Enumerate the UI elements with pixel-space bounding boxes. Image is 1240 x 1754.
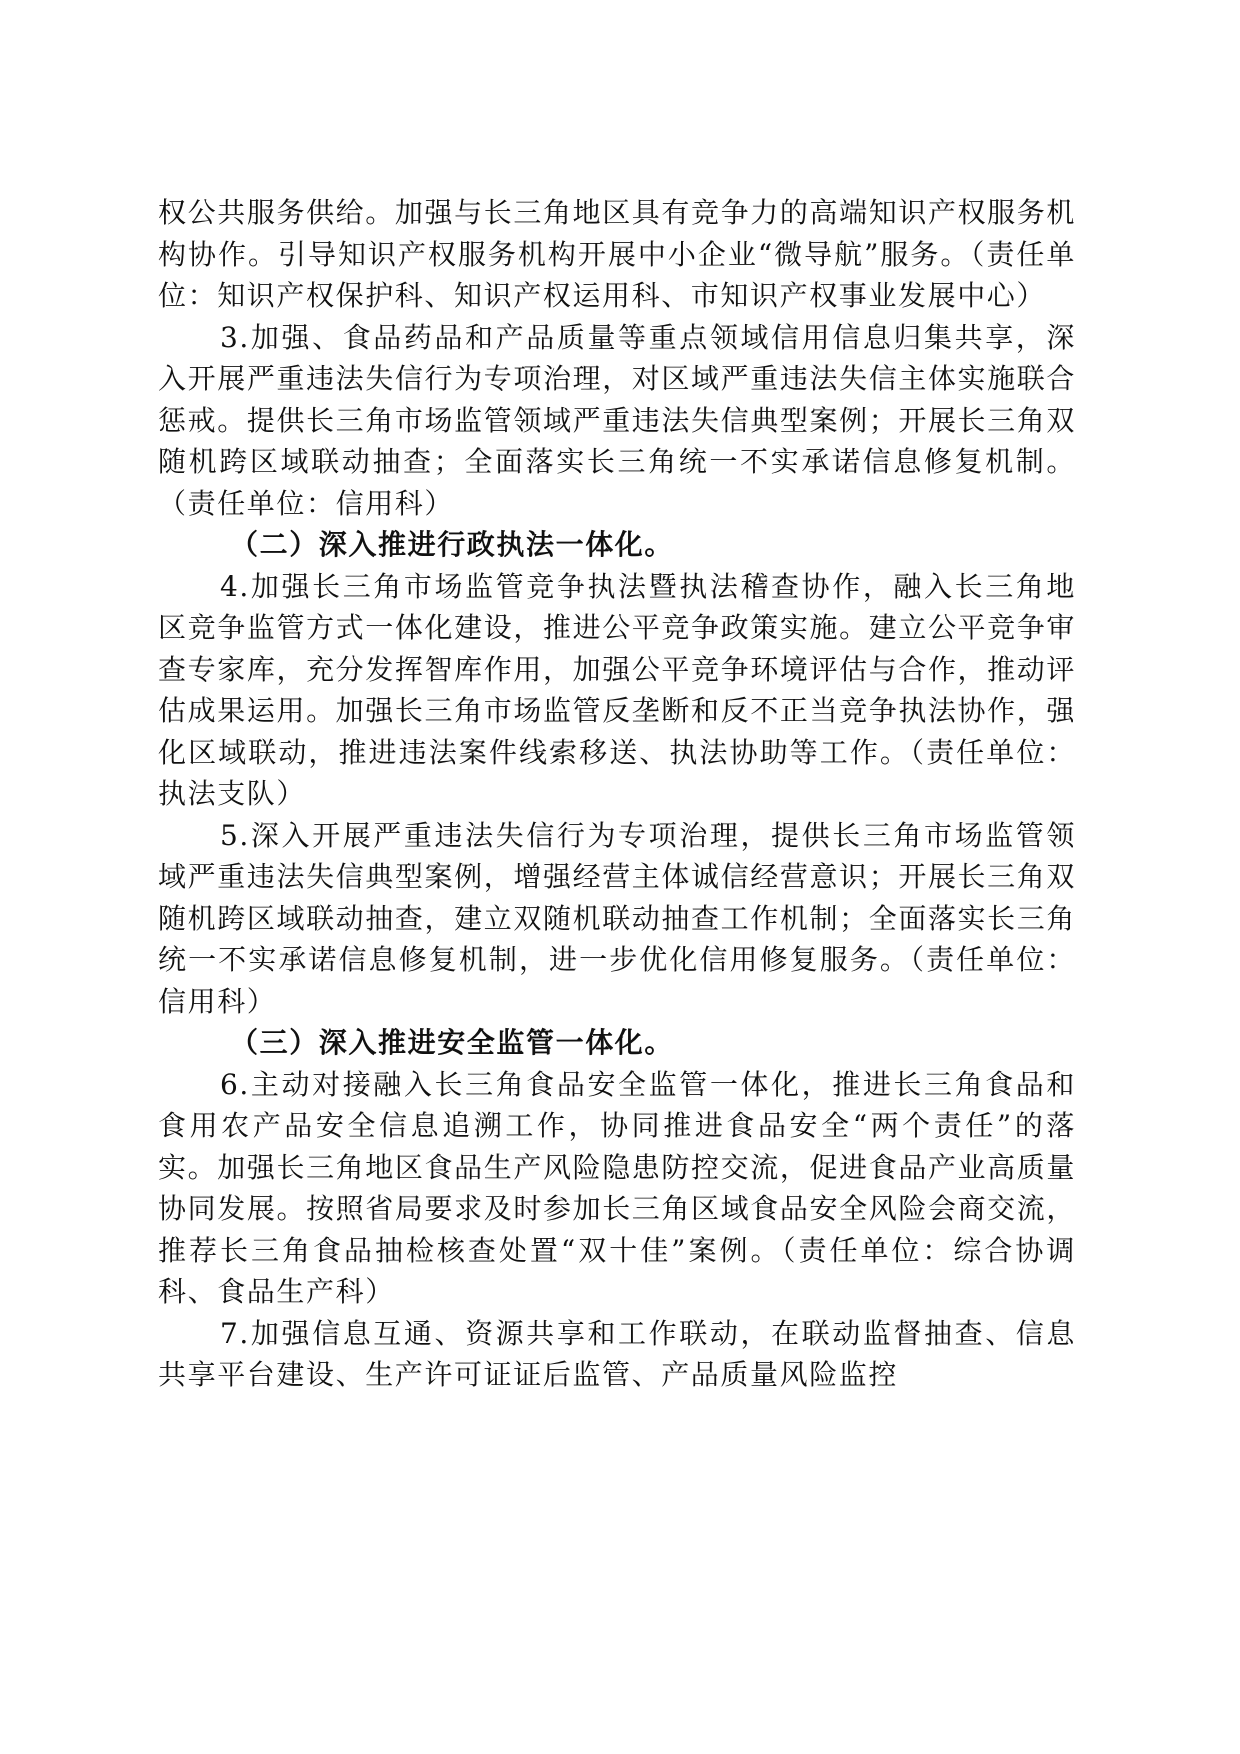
section-heading-2: （二）深入推进行政执法一体化。	[230, 528, 675, 561]
paragraph-item-5: 5.深入开展严重违法失信行为专项治理，提供长三角市场监管领域严重违法失信典型案例，增强经营主体诚信经营意识；开展长三角双随机跨区域联动抽查，建立双随机联动抽查工作机制；全面落实长三角统一不实承诺信息修复机制，进一步优化信用修复服务。（责任单位：信用科）	[158, 818, 1076, 1018]
document-page	[158, 192, 1076, 1396]
paragraph-1: 权公共服务供给。加强与长三角地区具有竞争力的高端知识产权服务机构协作。引导知识产权服务机构开展中小企业“微导航”服务。（责任单位：知识产权保护科、知识产权运用科、市知识产权事业发展中心）	[158, 196, 1076, 312]
paragraph-item-3: 3.加强、食品药品和产品质量等重点领域信用信息归集共享，深入开展严重违法失信行为专项治理，对区域严重违法失信主体实施联合惩戒。提供长三角市场监管领域严重违法失信典型案例；开展长三角双随机跨区域联动抽查；全面落实长三角统一不实承诺信息修复机制。（责任单位：信用科）	[158, 320, 1076, 520]
paragraph-item-4: 4.加强长三角市场监管竞争执法暨执法稽查协作，融入长三角地区竞争监管方式一体化建设，推进公平竞争政策实施。建立公平竞争审查专家库，充分发挥智库作用，加强公平竞争环境评估与合作，推动评估成果运用。加强长三角市场监管反垄断和反不正当竞争执法协作，强化区域联动，推进违法案件线索移送、执法协助等工作。（责任单位：执法支队）	[158, 569, 1076, 810]
paragraph-item-6: 6.主动对接融入长三角食品安全监管一体化，推进长三角食品和食用农产品安全信息追溯工作，协同推进食品安全“两个责任”的落实。加强长三角地区食品生产风险隐患防控交流，促进食品产业高质量协同发展。按照省局要求及时参加长三角区域食品安全风险会商交流，推荐长三角食品抽检核查处置“双十佳”案例。（责任单位：综合协调科、食品生产科）	[158, 1067, 1076, 1308]
paragraph-item-7: 7.加强信息互通、资源共享和工作联动，在联动监督抽查、信息共享平台建设、生产许可证证后监管、产品质量风险监控	[158, 1316, 1076, 1391]
section-heading-3: （三）深入推进安全监管一体化。	[230, 1026, 675, 1059]
